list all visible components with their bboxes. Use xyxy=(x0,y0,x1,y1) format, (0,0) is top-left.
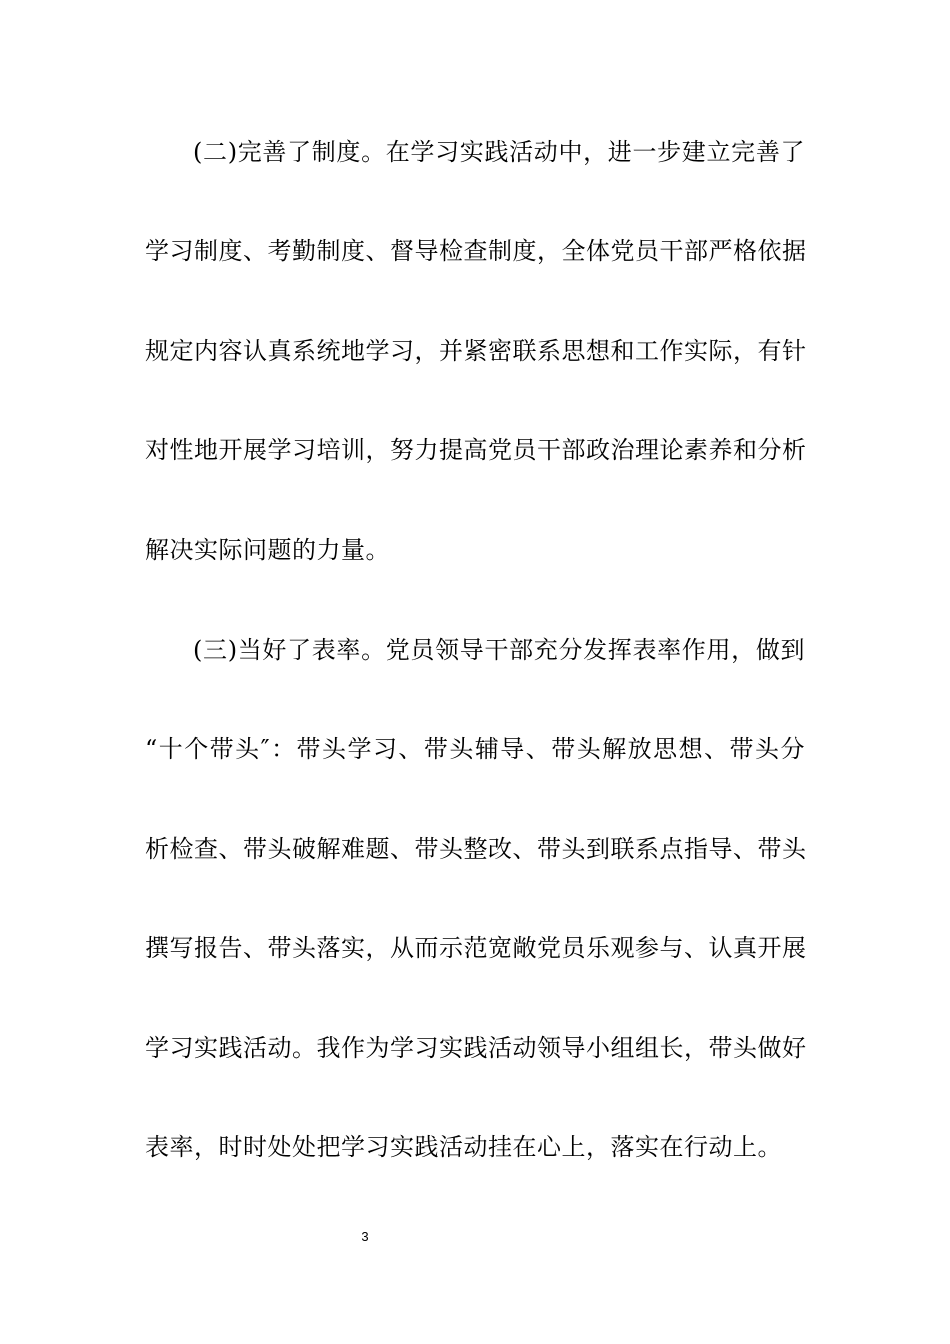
paragraph-2-line-4: 对性地开展学习培训，努力提高党员干部政治理论素养和分析 xyxy=(145,436,807,464)
paragraph-2-line-3: 规定内容认真系统地学习，并紧密联系思想和工作实际，有针 xyxy=(145,337,807,365)
page-number: 3 xyxy=(361,1229,369,1244)
paragraph-2-line-1: (二)完善了制度。在学习实践活动中，进一步建立完善了 xyxy=(193,138,805,166)
paragraph-3-line-2: “十个带头″：带头学习、带头辅导、带头解放思想、带头分 xyxy=(145,735,805,763)
paragraph-2-line-2: 学习制度、考勤制度、督导检查制度，全体党员干部严格依据 xyxy=(145,237,807,265)
paragraph-3-line-4: 撰写报告、带头落实，从而示范宽敞党员乐观参与、认真开展 xyxy=(145,934,807,962)
paragraph-3-line-3: 析检查、带头破解难题、带头整改、带头到联系点指导、带头 xyxy=(145,835,807,863)
paragraph-3-line-6: 表率，时时处处把学习实践活动挂在心上，落实在行动上。 xyxy=(145,1133,782,1161)
paragraph-2-line-5: 解决实际问题的力量。 xyxy=(145,536,390,564)
paragraph-3-line-5: 学习实践活动。我作为学习实践活动领导小组组长，带头做好 xyxy=(145,1034,807,1062)
paragraph-3-line-1: (三)当好了表率。党员领导干部充分发挥表率作用，做到 xyxy=(193,636,805,664)
